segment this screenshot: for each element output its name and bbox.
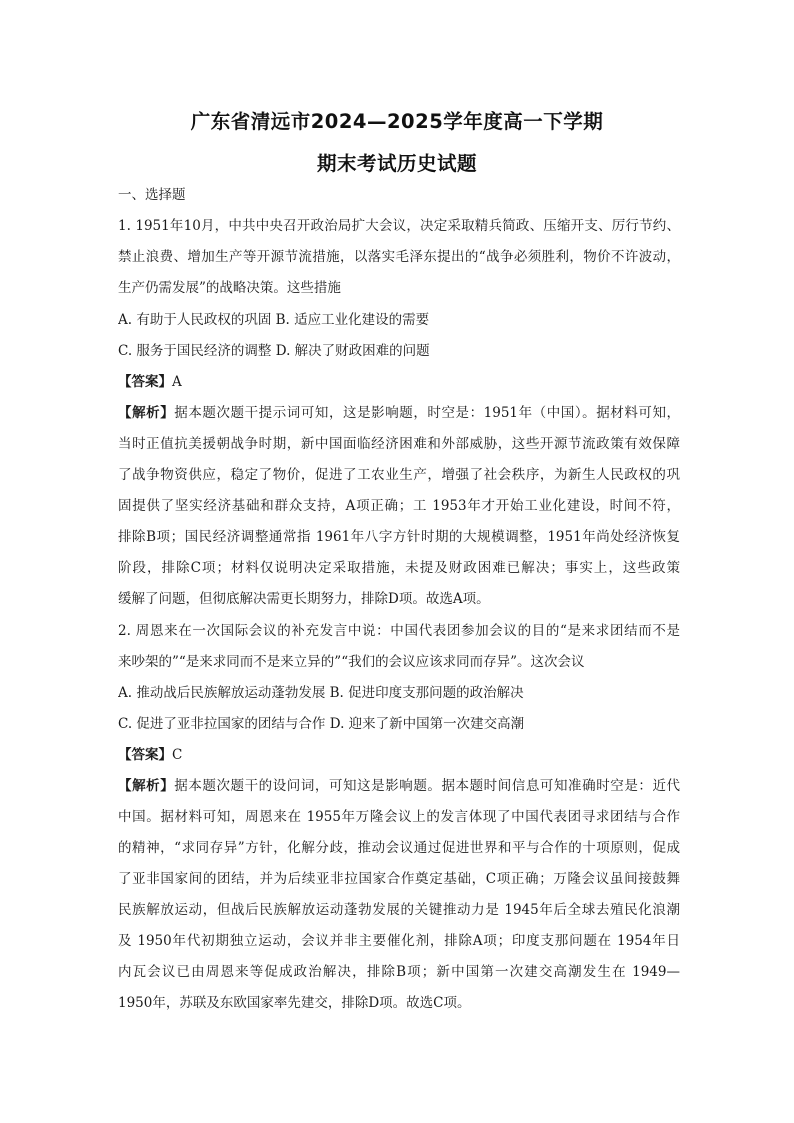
- q1-analysis-line: 了战争物资供应，稳定了物价，促进了工农业生产，增强了社会秩序，为新生人民政权的巩: [118, 467, 680, 483]
- analysis-text: 据本题次题干的设问词，可知这是影响题。据本题时间信息可知准确时空是：近代: [174, 778, 680, 794]
- q1-stem-line: 1. 1951年10月，中共中央召开政治局扩大会议，决定采取精兵简政、压缩开支、厉行节约、: [118, 218, 680, 234]
- section-heading: 一、选择题: [118, 187, 186, 203]
- q2-options-line: C. 促进了亚非拉国家的团结与合作 D. 迎来了新中国第一次建交高潮: [118, 716, 525, 732]
- q2-answer: [118, 745, 680, 765]
- exam-title-line1: 广东省清远市2024—2025学年度高一下学期: [190, 110, 604, 133]
- analysis-text: 据本题次题干提示词可知，这是影响题，时空是：1951年（中国）。据材料可知，: [174, 405, 680, 421]
- q1-options-line: A. 有助于人民政权的巩固 B. 适应工业化建设的需要: [118, 312, 430, 328]
- q2-analysis-line: 民族解放运动，但战后民族解放运动蓬勃发展的关键推动力是 1945年后全球去殖民化浪潮: [118, 902, 680, 918]
- q1-analysis-line: 固提供了坚实经济基础和群众支持，A项正确；工 1953年才开始工业化建设，时间不符，: [118, 498, 680, 514]
- q2-analysis-line: 1950年，苏联及东欧国家率先建交，排除D项。故选C项。: [118, 995, 471, 1011]
- exam-title-line2: 期末考试历史试题: [316, 152, 477, 175]
- answer-label: 【答案】: [118, 374, 172, 390]
- analysis-label: 【解析】: [118, 405, 175, 421]
- answer-value: A: [172, 374, 182, 390]
- q1-analysis-line: 缓解了问题，但彻底解决需更长期努力，排除D项。故选A项。: [118, 591, 490, 607]
- q1-analysis-line: 阶段，排除C项；材料仅说明决定采取措施，未提及财政困难已解决；事实上，这些政策: [118, 560, 680, 576]
- q1-analysis-line: 排除B项；国民经济调整通常指 1961年八字方针时期的大规模调整，1951年尚处经济恢复: [118, 529, 680, 545]
- q1-answer: [118, 372, 680, 392]
- q1-analysis-line: 当时正值抗美援朝战争时期，新中国面临经济困难和外部威胁，这些开源节流政策有效保障: [118, 436, 680, 452]
- q1-options-line: C. 服务于国民经济的调整 D. 解决了财政困难的问题: [118, 343, 430, 359]
- q2-stem-line: 2. 周恩来在一次国际会议的补充发言中说：中国代表团参加会议的目的“是来求团结而不是: [118, 623, 680, 639]
- q1-stem-line: 禁止浪费、增加生产等开源节流措施，以落实毛泽东提出的“战争必须胜利，物价不许波动，: [118, 249, 680, 265]
- q2-analysis-line: 内瓦会议已由周恩来等促成政治解决，排除B项；新中国第一次建交高潮发生在 1949—: [118, 964, 680, 980]
- analysis-label: 【解析】: [118, 778, 175, 794]
- q2-analysis-line: [118, 776, 680, 796]
- q1-stem-line: 生产仍需发展”的战略决策。这些措施: [118, 280, 341, 296]
- q2-analysis-line: 及 1950年代初期独立运动，会议并非主要催化剂，排除A项；印度支那问题在 1954年日: [118, 933, 680, 949]
- q2-analysis-line: 了亚非国家间的团结，并为后续亚非拉国家合作奠定基础，C项正确；万隆会议虽间接鼓舞: [118, 871, 680, 887]
- answer-label: 【答案】: [118, 747, 172, 763]
- answer-value: C: [172, 747, 183, 763]
- q1-analysis-line: [118, 403, 680, 423]
- q2-analysis-line: 的精神，“求同存异”方针，化解分歧，推动会议通过促进世界和平与合作的十项原则，促成: [118, 840, 680, 856]
- q2-stem-line: 来吵架的”“是来求同而不是来立异的”“我们的会议应该求同而存异”。这次会议: [118, 654, 585, 670]
- q2-analysis-line: 中国。据材料可知，周恩来在 1955年万隆会议上的发言体现了中国代表团寻求团结与合作: [118, 809, 680, 825]
- q2-options-line: A. 推动战后民族解放运动蓬勃发展 B. 促进印度支那问题的政治解决: [118, 685, 524, 701]
